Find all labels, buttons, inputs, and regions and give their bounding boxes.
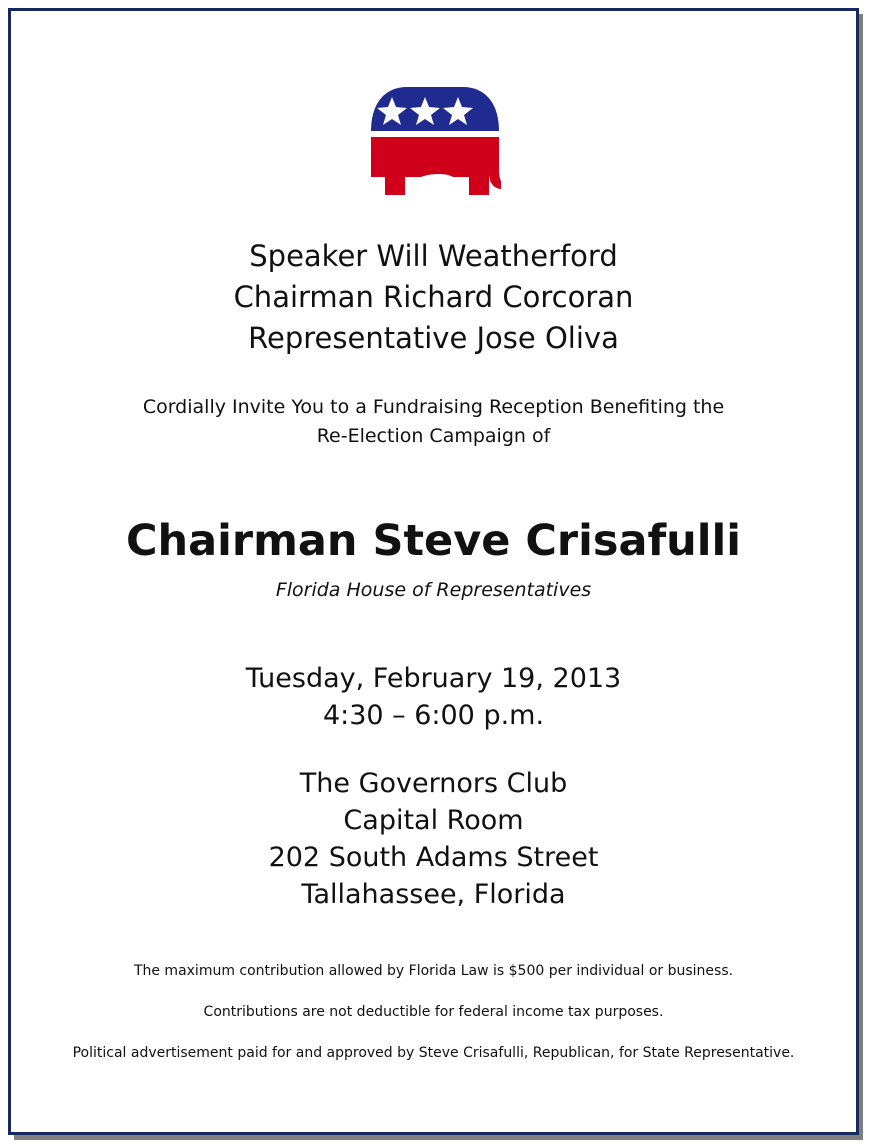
honoree-office: Florida House of Representatives [275,579,592,601]
honoree-name: Chairman Steve Crisafulli [125,516,742,566]
tax-deductibility-note: Contributions are not deductible for federal income tax purposes. [203,1004,664,1020]
street-address: 202 South Adams Street [268,842,599,873]
paid-for-disclaimer: Political advertisement paid for and approved by Steve Crisafulli, Republican, for State Representative. [72,1045,795,1061]
republican-elephant-icon [367,85,501,197]
elephant-red-body [371,137,501,195]
elephant-stripe [371,131,499,137]
contribution-limit-note: The maximum contribution allowed by Florida Law is $500 per individual or business. [133,963,734,979]
event-time: 4:30 – 6:00 p.m. [322,700,545,731]
host-name: Representative Jose Oliva [248,321,619,355]
event-location [0,765,867,913]
invitation-text [0,393,867,451]
event-datetime [0,660,867,734]
invitation-line: Cordially Invite You to a Fundraising Reception Benefiting the [142,396,725,418]
venue-name: The Governors Club [299,768,568,799]
invitation-line: Re-Election Campaign of [316,425,551,447]
room-name: Capital Room [343,805,524,836]
city-state: Tallahassee, Florida [301,879,566,910]
host-name: Chairman Richard Corcoran [233,280,634,314]
event-date: Tuesday, February 19, 2013 [245,663,622,694]
hosts-block [0,236,867,359]
host-name: Speaker Will Weatherford [249,239,618,273]
